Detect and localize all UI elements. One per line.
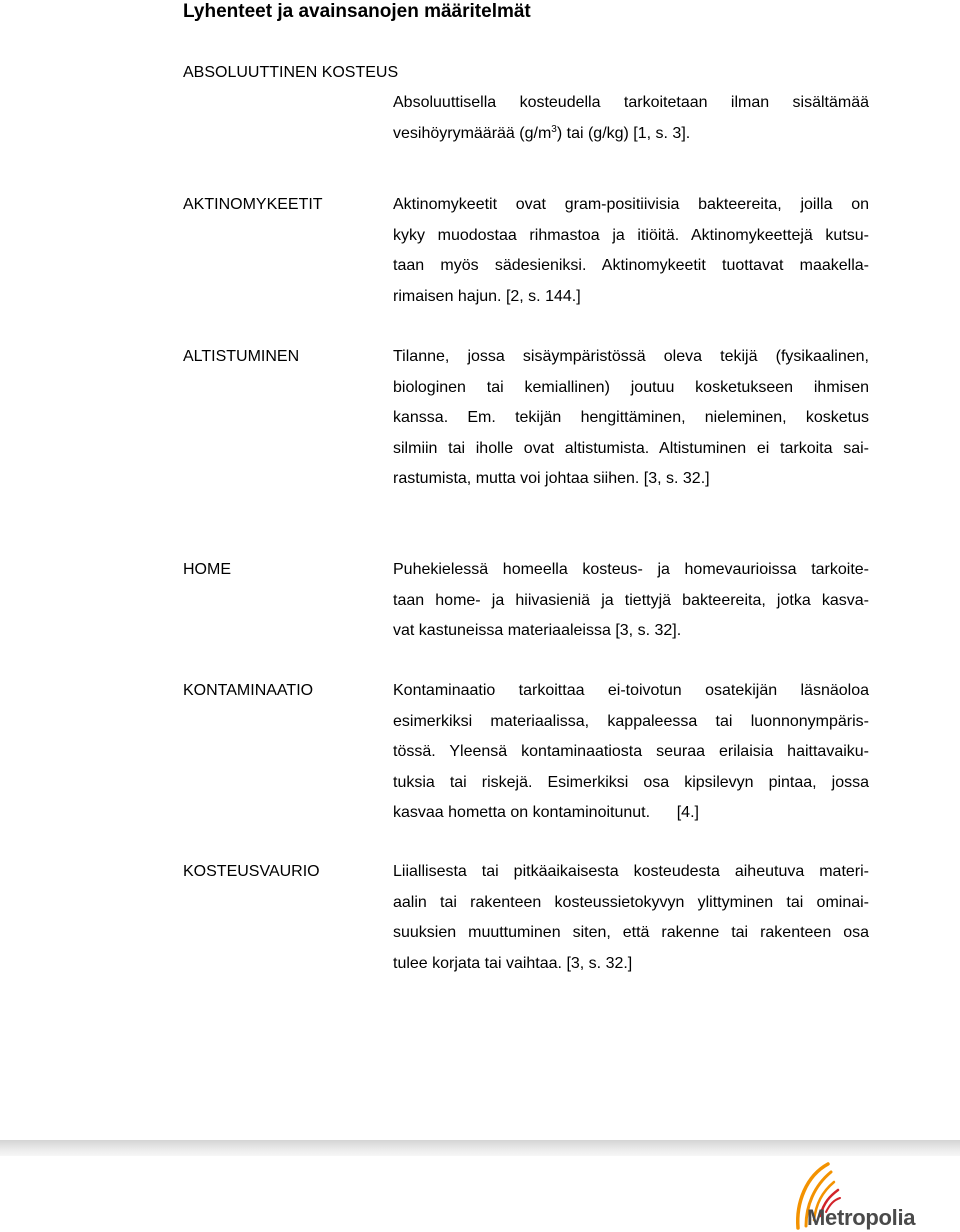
definition-line: rimaisen hajun. [2, s. 144.] — [393, 287, 581, 305]
term-absoluuttinen-kosteus: ABSOLUUTTINEN KOSTEUS — [183, 64, 399, 81]
definition-line: Aktinomykeetit ovat gram-positiivisia bakteereita, joilla on — [393, 196, 869, 213]
definition-line: aalin tai rakenteen kosteussietokyvyn ylittyminen tai ominai- — [393, 893, 869, 911]
definition-line: taan myös sädesieniksi. Aktinomykeetit tuottavat maakella- — [393, 257, 869, 274]
definition-line: kasvaa hometta on kontaminoitunut. [4.] — [393, 804, 699, 821]
term-kontaminaatio: KONTAMINAATIO — [183, 682, 314, 699]
definition-line: esimerkiksi materiaalissa, kappaleessa tai luonnonympäris- — [393, 712, 869, 730]
definition-kosteusvaurio — [393, 857, 869, 979]
definition-line: taan home- ja hiivasieniä ja tiettyjä bakteereita, jotka kasva- — [393, 591, 869, 609]
definition-altistuminen — [393, 342, 869, 495]
definition-home — [393, 555, 869, 647]
definition-kontaminaatio — [393, 676, 869, 829]
definition-line: Liiallisesta tai pitkäaikaisesta kosteudesta aiheutuva materi- — [393, 863, 869, 880]
term-kosteusvaurio: KOSTEUSVAURIO — [183, 863, 320, 880]
definition-line: silmiin tai iholle ovat altistumista. Altistuminen ei tarkoita sai- — [393, 439, 869, 457]
definition-line: Absoluuttisella kosteudella tarkoitetaan ilman sisältämää — [393, 94, 869, 111]
term-aktinomykeetit: AKTINOMYKEETIT — [183, 196, 323, 213]
definition-line: tulee korjata tai vaihtaa. [3, s. 32.] — [393, 954, 633, 972]
term-home: HOME — [183, 561, 231, 578]
definition-text: ) tai (g/kg) [1, s. 3]. — [556, 124, 691, 142]
definition-line: suuksien muuttuminen siten, että rakenne tai rakenteen osa — [393, 924, 869, 941]
definition-line: vat kastuneissa materiaaleissa [3, s. 32]. — [393, 622, 682, 639]
definition-text: vesihöyrymäärää (g/m — [393, 124, 552, 142]
definition-line: biologinen tai kemiallinen) joutuu kosketukseen ihmisen — [393, 378, 869, 396]
metropolia-wordmark: Metropolia — [807, 1205, 916, 1230]
page-title: Lyhenteet ja avainsanojen määritelmät — [183, 1, 531, 22]
footer-band — [0, 1140, 960, 1156]
definition-line: kanssa. Em. tekijän hengittäminen, nieleminen, kosketus — [393, 409, 869, 426]
definition-absoluuttinen-kosteus — [393, 88, 869, 149]
definition-aktinomykeetit — [393, 190, 869, 312]
definition-line: Kontaminaatio tarkoittaa ei-toivotun osatekijän läsnäoloa — [393, 682, 869, 699]
definition-line — [393, 119, 869, 150]
superscript: 3 — [551, 123, 557, 135]
definition-line: tuksia tai riskejä. Esimerkiksi osa kipsilevyn pintaa, jossa — [393, 773, 869, 791]
definition-line: tössä. Yleensä kontaminaatiosta seuraa erilaisia haittavaiku- — [393, 743, 869, 760]
definition-line: Puhekielessä homeella kosteus- ja homevaurioissa tarkoite- — [393, 561, 869, 578]
term-altistuminen: ALTISTUMINEN — [183, 348, 300, 365]
definition-line: Tilanne, jossa sisäympäristössä oleva tekijä (fysikaalinen, — [393, 348, 869, 365]
definition-line: rastumista, mutta voi johtaa siihen. [3, s. 32.] — [393, 470, 710, 487]
definition-line: kyky muodostaa rihmastoa ja itiöitä. Aktinomykeettejä kutsu- — [393, 226, 869, 244]
